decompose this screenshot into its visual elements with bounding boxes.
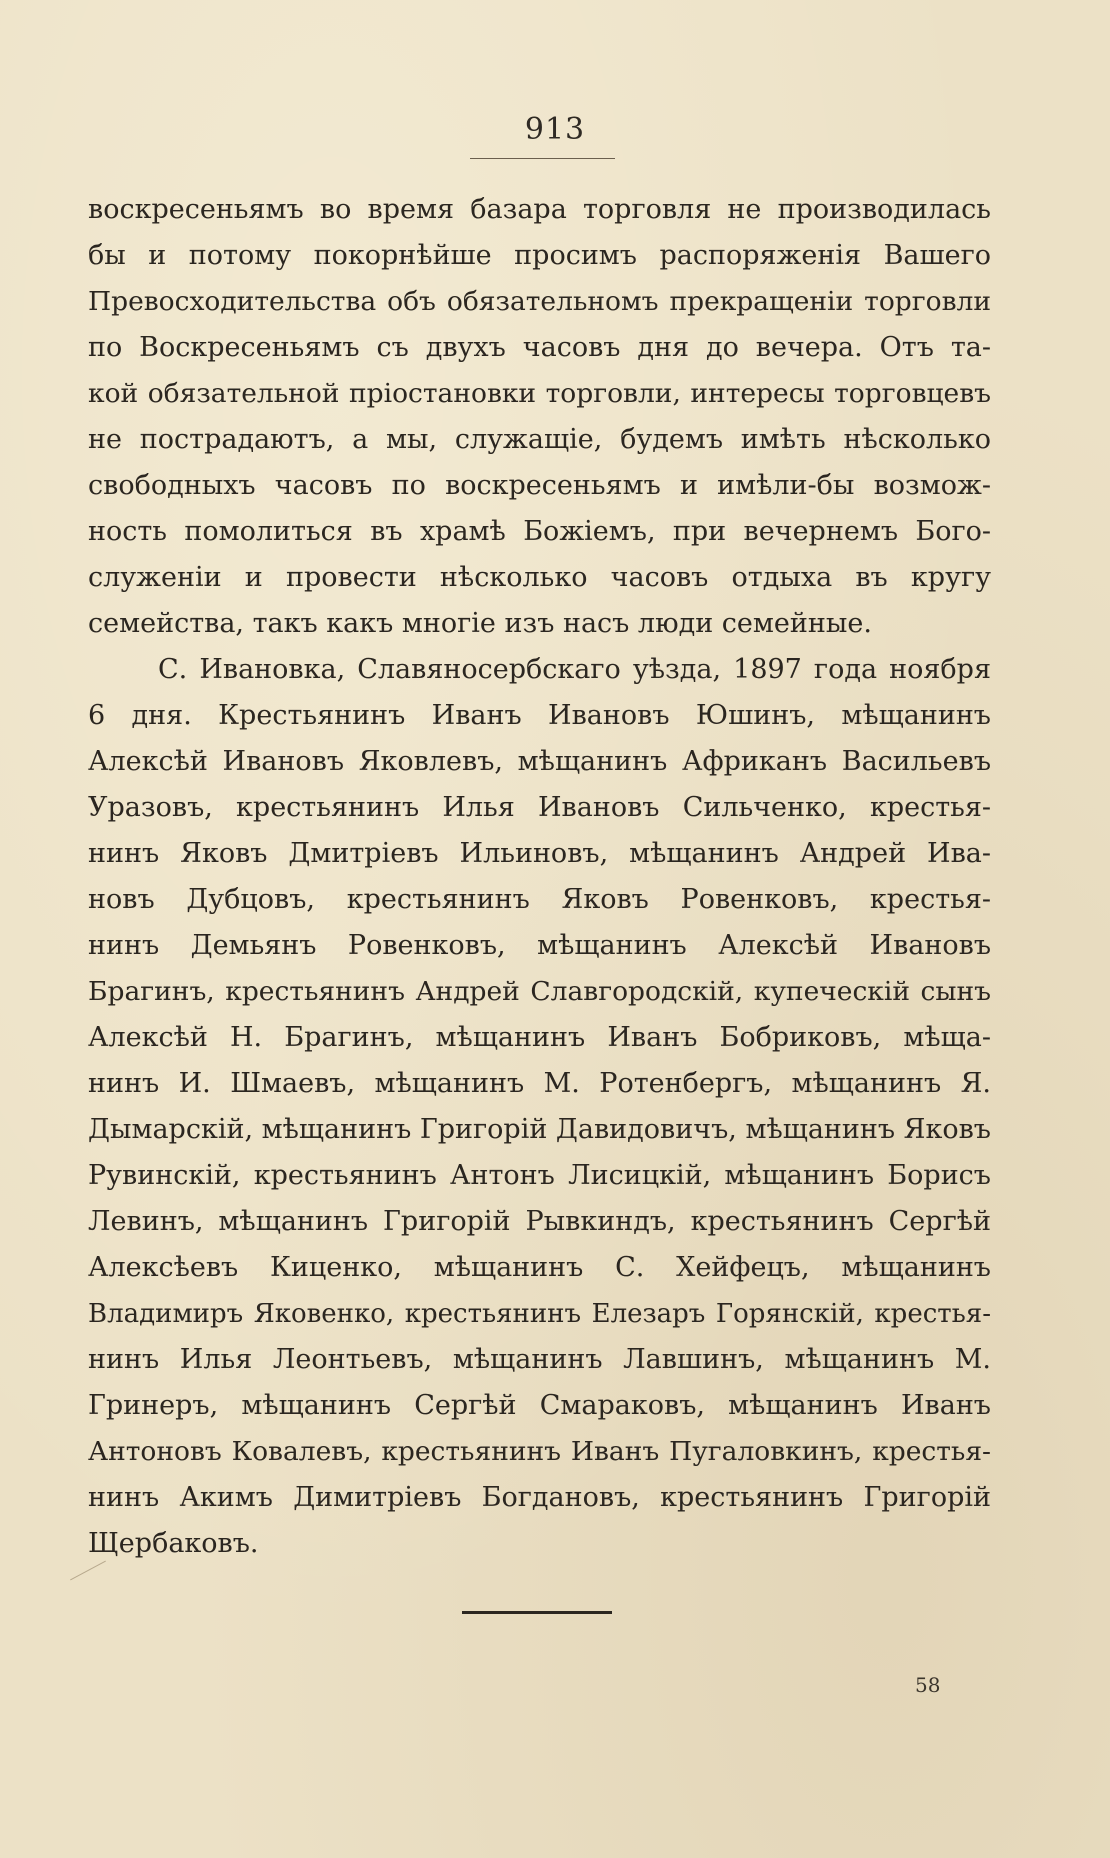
text-line: Дымарскій, мѣщанинъ Григорій Давидовичъ, мѣщанинъ Яковъ bbox=[88, 1114, 991, 1145]
text-line: нинъ Илья Леонтьевъ, мѣщанинъ Лавшинъ, мѣщанинъ М. bbox=[88, 1344, 991, 1375]
text-line: новъ Дубцовъ, крестьянинъ Яковъ Ровенковъ, крестья- bbox=[88, 884, 991, 915]
text-line: нинъ Яковъ Дмитріевъ Ильиновъ, мѣщанинъ Андрей Ива- bbox=[88, 838, 991, 869]
text-line: Уразовъ, крестьянинъ Илья Ивановъ Сильченко, крестья- bbox=[88, 792, 991, 823]
text-line: бы и потому покорнѣйше просимъ распоряженія Вашего bbox=[88, 240, 991, 271]
text-line: свободныхъ часовъ по воскресеньямъ и имѣли-бы возмож- bbox=[88, 470, 991, 501]
header-rule bbox=[470, 158, 615, 159]
text-line: Владимиръ Яковенко, крестьянинъ Елезаръ Горянскій, крестья- bbox=[88, 1299, 991, 1329]
text-line: Алексѣй Ивановъ Яковлевъ, мѣщанинъ Африканъ Васильевъ bbox=[88, 746, 991, 777]
page-number: 913 bbox=[524, 112, 586, 147]
end-rule bbox=[462, 1611, 612, 1614]
signature-mark: 58 bbox=[915, 1673, 941, 1697]
text-line: Алексѣй Н. Брагинъ, мѣщанинъ Иванъ Бобриковъ, мѣща- bbox=[88, 1022, 991, 1053]
text-line: семейства, такъ какъ многіе изъ насъ люди семейные. bbox=[88, 608, 872, 639]
text-line: Антоновъ Ковалевъ, крестьянинъ Иванъ Пугаловкинъ, крестья- bbox=[88, 1436, 991, 1467]
body-text bbox=[88, 187, 991, 1567]
paragraph-start-line: С. Ивановка, Славяносербскаго уѣзда, 1897 года ноября bbox=[158, 654, 991, 685]
text-line: 6 дня. Крестьянинъ Иванъ Ивановъ Юшинъ, мѣщанинъ bbox=[88, 700, 991, 731]
text-line: кой обязательной пріостановки торговли, интересы торговцевъ bbox=[88, 378, 991, 409]
text-line: Щербаковъ. bbox=[88, 1528, 259, 1559]
text-line: нинъ Демьянъ Ровенковъ, мѣщанинъ Алексѣй Ивановъ bbox=[88, 930, 991, 961]
text-line: Левинъ, мѣщанинъ Григорій Рывкиндъ, крестьянинъ Сергѣй bbox=[88, 1206, 991, 1237]
text-line: Алексѣевъ Киценко, мѣщанинъ С. Хейфецъ, мѣщанинъ bbox=[88, 1252, 991, 1283]
text-line: по Воскресеньямъ съ двухъ часовъ дня до вечера. Отъ та- bbox=[88, 332, 991, 363]
text-line: Брагинъ, крестьянинъ Андрей Славгородскій, купеческій сынъ bbox=[88, 976, 991, 1007]
text-line: не пострадаютъ, а мы, служащіе, будемъ имѣть нѣсколько bbox=[88, 424, 991, 455]
text-line: ность помолиться въ храмѣ Божіемъ, при вечернемъ Бого- bbox=[88, 516, 991, 547]
text-line: нинъ Акимъ Димитріевъ Богдановъ, крестьянинъ Григорій bbox=[88, 1482, 991, 1513]
text-line: Превосходительства объ обязательномъ прекращеніи торговли bbox=[88, 286, 991, 317]
text-line: Рувинскій, крестьянинъ Антонъ Лисицкій, мѣщанинъ Борисъ bbox=[88, 1160, 991, 1191]
text-line: служеніи и провести нѣсколько часовъ отдыха въ кругу bbox=[88, 562, 991, 593]
text-line: воскресеньямъ во время базара торговля не производилась bbox=[88, 194, 991, 225]
text-line: Гринеръ, мѣщанинъ Сергѣй Смараковъ, мѣщанинъ Иванъ bbox=[88, 1390, 991, 1421]
text-line: нинъ И. Шмаевъ, мѣщанинъ М. Ротенбергъ, мѣщанинъ Я. bbox=[88, 1068, 991, 1099]
